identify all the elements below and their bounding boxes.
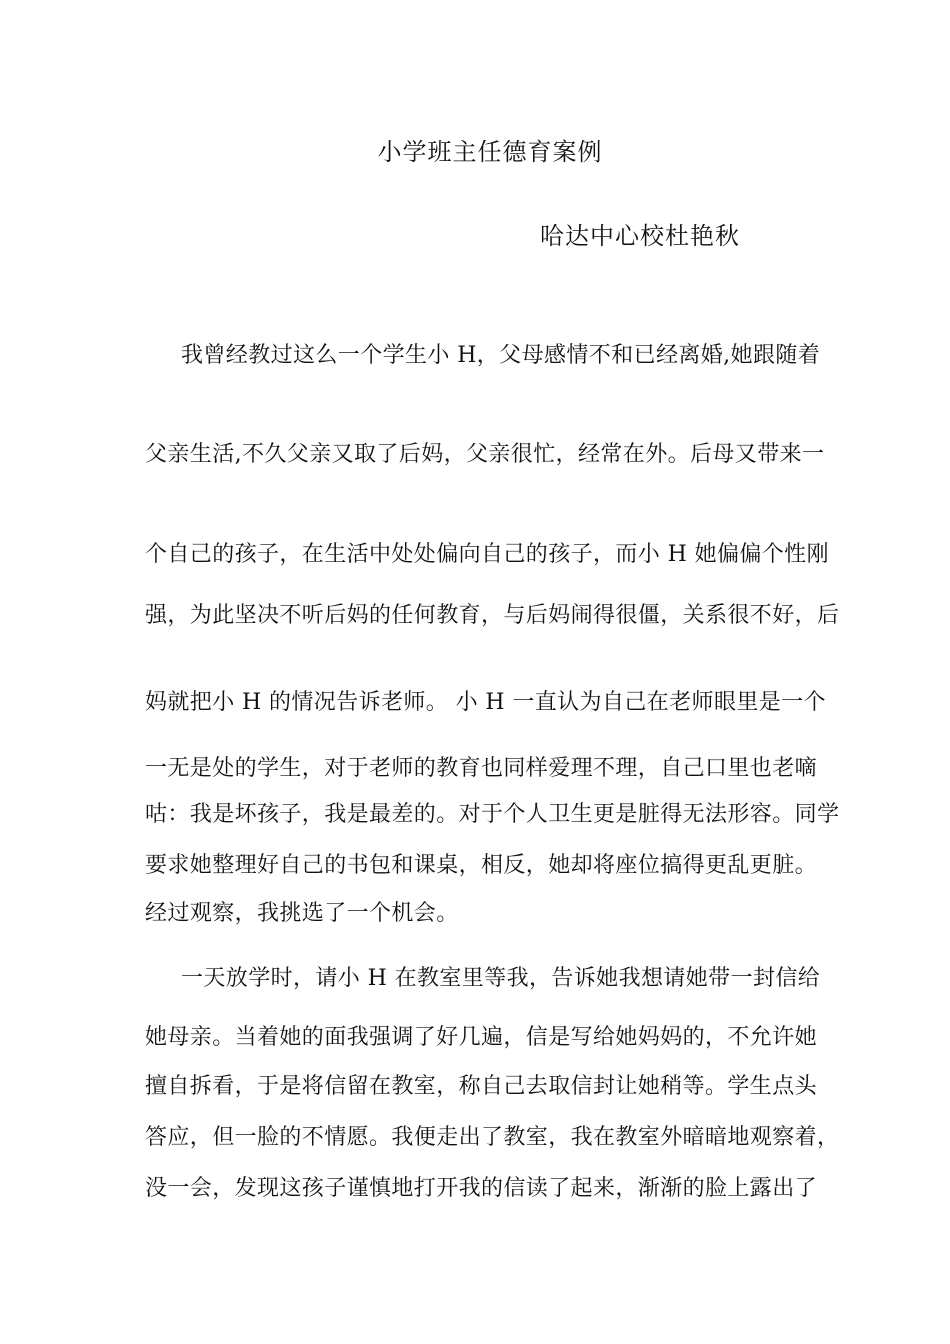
document-title: 小学班主任德育案例 <box>377 138 603 166</box>
paragraph-line: 答应，但一脸的不情愿。我便走出了教室，我在教室外暗暗地观察着， <box>145 1125 840 1150</box>
paragraph-line: 没一会，发现这孩子谨慎地打开我的信读了起来，渐渐的脸上露出了 <box>145 1176 818 1201</box>
paragraph-line: 她母亲。当着她的面我强调了好几遍，信是写给她妈妈的，不允许她 <box>145 1025 818 1050</box>
paragraph-line: 擅自拆看，于是将信留在教室，称自己去取信封让她稍等。学生点头 <box>145 1074 818 1099</box>
paragraph-line: 一天放学时，请小 H 在教室里等我，告诉她我想请她带一封信给 <box>181 966 821 991</box>
paragraph-line: 咕：我是坏孩子，我是最差的。对于个人卫生更是脏得无法形容。同学 <box>145 802 840 827</box>
paragraph-line: 个自己的孩子，在生活中处处偏向自己的孩子，而小 H 她偏偏个性刚 <box>145 542 829 567</box>
paragraph-line: 我曾经教过这么一个学生小 H，父母感情不和已经离婚,她跟随着 <box>181 343 821 368</box>
paragraph-line: 要求她整理好自己的书包和课桌，相反，她却将座位搞得更乱更脏。 <box>145 853 818 878</box>
paragraph-line: 经过观察，我挑选了一个机会。 <box>145 901 459 926</box>
document-author: 哈达中心校杜艳秋 <box>540 222 740 250</box>
paragraph-line: 强，为此坚决不听后妈的任何教育，与后妈闹得很僵，关系很不好，后 <box>145 603 840 628</box>
paragraph-line: 父亲生活,不久父亲又取了后妈，父亲很忙，经常在外。后母又带来一 <box>145 442 825 467</box>
paragraph-line: 妈就把小 H 的情况告诉老师。 小 H 一直认为自己在老师眼里是一个 <box>145 690 826 715</box>
paragraph-line: 一无是处的学生，对于老师的教育也同样爱理不理，自己口里也老嘀 <box>145 756 818 781</box>
